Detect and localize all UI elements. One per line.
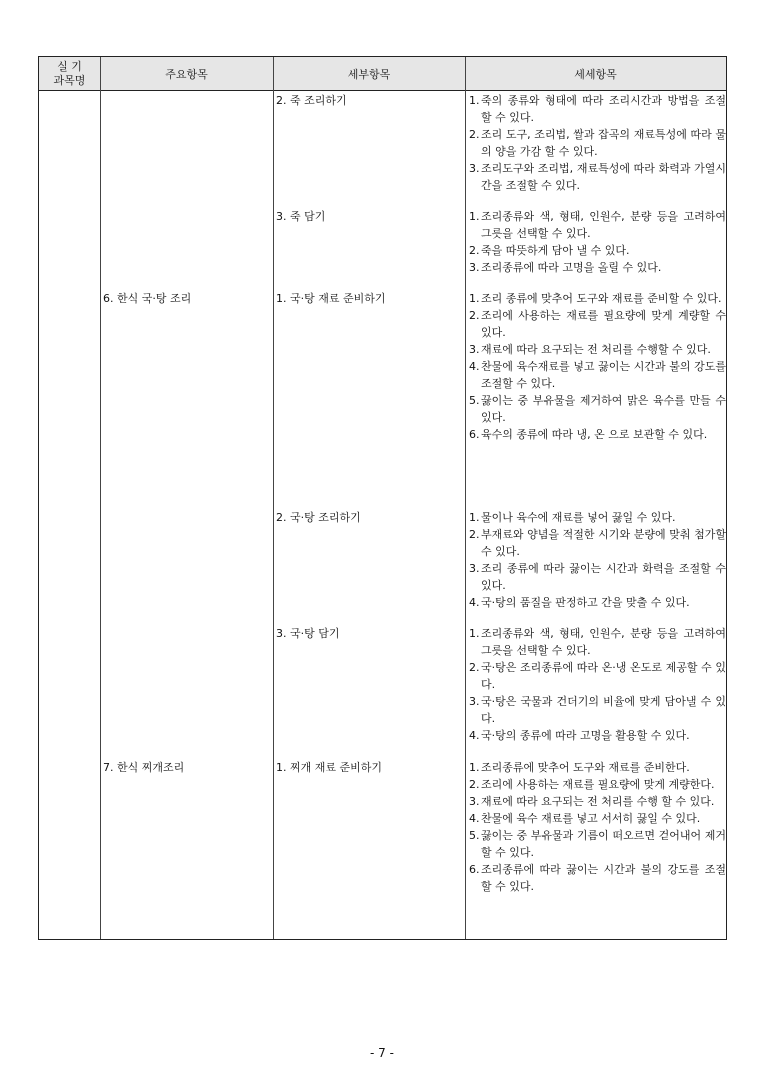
detail-list	[469, 759, 726, 895]
detail-item: 3. 조리종류에 따라 고명을 올릴 수 있다.	[469, 261, 662, 274]
detail-item: 4. 국·탕의 종류에 따라 고명을 활용할 수 있다.	[469, 729, 690, 742]
detail-item: 6. 조리종류에 따라 끓이는 시간과 불의 강도를 조절 할 수 있다.	[469, 863, 726, 893]
sub-item-cell: 2. 국·탕 조리하기	[276, 511, 361, 524]
detail-list	[469, 290, 726, 443]
detail-item: 2. 조리에 사용하는 재료를 필요량에 맞게 계량한다.	[469, 778, 715, 791]
detail-list	[469, 92, 726, 194]
sub-item-cell: 3. 국·탕 담기	[276, 627, 340, 640]
sub-item-cell: 1. 국·탕 재료 준비하기	[276, 292, 386, 305]
column-divider	[465, 57, 466, 939]
sub-item-cell: 2. 죽 조리하기	[276, 94, 347, 107]
detail-item: 4. 찬물에 육수 재료를 넣고 서서히 끓일 수 있다.	[469, 812, 701, 825]
table-header	[39, 57, 726, 91]
detail-item: 2. 조리 도구, 조리법, 쌀과 잡곡의 재료특성에 따라 물의 양을 가감 할 수 있다.	[469, 128, 726, 158]
detail-item: 3. 조리도구와 조리법, 재료특성에 따라 화력과 가열시간을 조절할 수 있다.	[469, 162, 726, 192]
detail-item: 2. 부재료와 양념을 적절한 시기와 분량에 맞춰 첨가할 수 있다.	[469, 528, 726, 558]
detail-item: 1. 물이나 육수에 재료를 넣어 끓일 수 있다.	[469, 511, 676, 524]
sub-item-cell: 3. 죽 담기	[276, 210, 326, 223]
header-main-item: 주요항목	[165, 67, 208, 81]
detail-item: 1. 조리 종류에 맞추어 도구와 재료를 준비할 수 있다.	[469, 292, 722, 305]
main-item-cell: 7. 한식 찌개조리	[103, 761, 185, 774]
detail-list	[469, 509, 726, 611]
detail-item: 3. 재료에 따라 요구되는 전 처리를 수행할 수 있다.	[469, 343, 711, 356]
detail-item: 3. 조리 종류에 따라 끓이는 시간과 화력을 조절할 수 있다.	[469, 562, 726, 592]
detail-item: 5. 끓이는 중 부유물을 제거하여 맑은 육수를 만들 수 있다.	[469, 394, 726, 424]
header-detail-item: 세세항목	[574, 67, 617, 81]
header-sub-item: 세부항목	[347, 67, 391, 81]
detail-item: 6. 육수의 종류에 따라 냉, 온 으로 보관할 수 있다.	[469, 428, 708, 441]
header-subject-line2: 과목명	[53, 73, 86, 87]
column-divider	[273, 57, 274, 939]
main-item-cell: 6. 한식 국·탕 조리	[103, 292, 192, 305]
detail-item: 1. 조리종류와 색, 형태, 인원수, 분량 등을 고려하여 그릇을 선택할 수 있다.	[469, 627, 726, 657]
detail-item: 5. 끓이는 중 부유물과 기름이 떠오르면 걷어내어 제거할 수 있다.	[469, 829, 726, 859]
detail-item: 2. 죽을 따뜻하게 담아 낼 수 있다.	[469, 244, 630, 257]
detail-item: 1. 조리종류와 색, 형태, 인원수, 분량 등을 고려하여 그릇을 선택할 수 있다.	[469, 210, 726, 240]
curriculum-table	[38, 56, 727, 940]
detail-item: 1. 죽의 종류와 형태에 따라 조리시간과 방법을 조절 할 수 있다.	[469, 94, 726, 124]
header-subject-line1: 실 기	[57, 59, 82, 73]
page-number: - 7 -	[370, 1046, 394, 1060]
detail-item: 1. 조리종류에 맞추어 도구와 재료를 준비한다.	[469, 761, 690, 774]
detail-item: 4. 찬물에 육수재료를 넣고 끓이는 시간과 불의 강도를 조절할 수 있다.	[469, 360, 726, 390]
detail-list	[469, 208, 726, 276]
detail-item: 3. 국·탕은 국물과 건더기의 비율에 맞게 담아낼 수 있다.	[469, 695, 726, 725]
header-subject	[39, 57, 100, 90]
detail-item: 2. 조리에 사용하는 재료를 필요량에 맞게 계량할 수 있다.	[469, 309, 726, 339]
column-divider	[100, 57, 101, 939]
detail-item: 2. 국·탕은 조리종류에 따라 온·냉 온도로 제공할 수 있다.	[469, 661, 726, 691]
detail-list	[469, 625, 726, 744]
detail-item: 3. 재료에 따라 요구되는 전 처리를 수행 할 수 있다.	[469, 795, 715, 808]
detail-item: 4. 국·탕의 품질을 판정하고 간을 맞출 수 있다.	[469, 596, 690, 609]
sub-item-cell: 1. 찌개 재료 준비하기	[276, 761, 382, 774]
